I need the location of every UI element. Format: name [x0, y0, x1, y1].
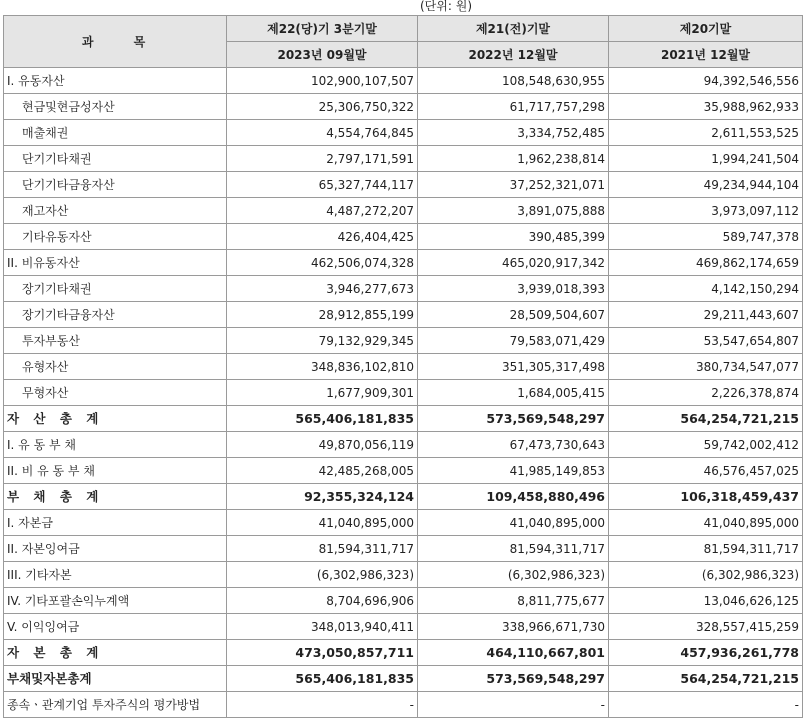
value-cell-period-2: 41,040,895,000 [609, 510, 803, 536]
value-cell-period-0: 42,485,268,005 [227, 458, 418, 484]
row-label: 무형자산 [4, 380, 227, 406]
value-cell-period-1: 79,583,071,429 [418, 328, 609, 354]
value-cell-period-0: 565,406,181,835 [227, 406, 418, 432]
value-cell-period-0: 8,704,696,906 [227, 588, 418, 614]
value-cell-period-0: 2,797,171,591 [227, 146, 418, 172]
value-cell-period-2: 469,862,174,659 [609, 250, 803, 276]
value-cell-period-2: 3,973,097,112 [609, 198, 803, 224]
value-cell-period-2: 2,226,378,874 [609, 380, 803, 406]
value-cell-period-0: 41,040,895,000 [227, 510, 418, 536]
value-cell-period-2: 13,046,626,125 [609, 588, 803, 614]
value-cell-period-2: 1,994,241,504 [609, 146, 803, 172]
value-cell-period-2: 2,611,553,525 [609, 120, 803, 146]
value-cell-period-0: 348,836,102,810 [227, 354, 418, 380]
row-label: I. 자본금 [4, 510, 227, 536]
value-cell-period-2: 457,936,261,778 [609, 640, 803, 666]
period-title-2: 제20기말 [609, 16, 803, 42]
value-cell-period-2: 81,594,311,717 [609, 536, 803, 562]
header-row-periods [4, 16, 803, 42]
value-cell-period-2: 59,742,002,412 [609, 432, 803, 458]
value-cell-period-2: - [609, 692, 803, 718]
value-cell-period-2: 380,734,547,077 [609, 354, 803, 380]
table-row [4, 692, 803, 718]
table-row [4, 614, 803, 640]
table-row [4, 432, 803, 458]
table-header [4, 16, 803, 68]
value-cell-period-1: 67,473,730,643 [418, 432, 609, 458]
value-cell-period-1: 37,252,321,071 [418, 172, 609, 198]
financial-summary-table [3, 15, 803, 718]
row-label: II. 자본잉여금 [4, 536, 227, 562]
value-cell-period-0: 473,050,857,711 [227, 640, 418, 666]
value-cell-period-2: 46,576,457,025 [609, 458, 803, 484]
table-row [4, 68, 803, 94]
row-label: 유형자산 [4, 354, 227, 380]
value-cell-period-0: 4,554,764,845 [227, 120, 418, 146]
value-cell-period-1: 28,509,504,607 [418, 302, 609, 328]
period-title-0: 제22(당)기 3분기말 [227, 16, 418, 42]
table-row [4, 172, 803, 198]
table-row [4, 536, 803, 562]
row-label: II. 비 유 동 부 채 [4, 458, 227, 484]
value-cell-period-0: 348,013,940,411 [227, 614, 418, 640]
row-label: 현금및현금성자산 [4, 94, 227, 120]
table-row [4, 328, 803, 354]
row-label: 기타유동자산 [4, 224, 227, 250]
value-cell-period-0: 49,870,056,119 [227, 432, 418, 458]
value-cell-period-1: 3,334,752,485 [418, 120, 609, 146]
value-cell-period-0: 1,677,909,301 [227, 380, 418, 406]
value-cell-period-2: 564,254,721,215 [609, 406, 803, 432]
subject-header: 과 목 [4, 16, 227, 68]
value-cell-period-1: 390,485,399 [418, 224, 609, 250]
value-cell-period-0: 92,355,324,124 [227, 484, 418, 510]
table-row [4, 354, 803, 380]
table-row [4, 510, 803, 536]
table-row [4, 94, 803, 120]
row-label: 부채및자본총계 [4, 666, 227, 692]
table-row [4, 458, 803, 484]
value-cell-period-0: 81,594,311,717 [227, 536, 418, 562]
table-row [4, 666, 803, 692]
row-label: 단기기타채권 [4, 146, 227, 172]
value-cell-period-2: 328,557,415,259 [609, 614, 803, 640]
value-cell-period-0: (6,302,986,323) [227, 562, 418, 588]
row-label: III. 기타자본 [4, 562, 227, 588]
value-cell-period-2: 589,747,378 [609, 224, 803, 250]
value-cell-period-0: 65,327,744,117 [227, 172, 418, 198]
row-label: 부 채 총 계 [4, 484, 227, 510]
table-row [4, 224, 803, 250]
value-cell-period-1: 61,717,757,298 [418, 94, 609, 120]
value-cell-period-2: 94,392,546,556 [609, 68, 803, 94]
table-row [4, 562, 803, 588]
table-row [4, 276, 803, 302]
row-label: I. 유동자산 [4, 68, 227, 94]
value-cell-period-0: 102,900,107,507 [227, 68, 418, 94]
row-label: 자 본 총 계 [4, 640, 227, 666]
row-label: 종속ㆍ관계기업 투자주식의 평가방법 [4, 692, 227, 718]
value-cell-period-1: 1,684,005,415 [418, 380, 609, 406]
table-body [4, 68, 803, 718]
value-cell-period-1: - [418, 692, 609, 718]
value-cell-period-1: 465,020,917,342 [418, 250, 609, 276]
period-date-2: 2021년 12월말 [609, 42, 803, 68]
value-cell-period-1: 338,966,671,730 [418, 614, 609, 640]
value-cell-period-1: 41,985,149,853 [418, 458, 609, 484]
row-label: 장기기타채권 [4, 276, 227, 302]
value-cell-period-0: 3,946,277,673 [227, 276, 418, 302]
table-row [4, 588, 803, 614]
table-row [4, 484, 803, 510]
table-row [4, 302, 803, 328]
value-cell-period-2: 106,318,459,437 [609, 484, 803, 510]
row-label: V. 이익잉여금 [4, 614, 227, 640]
value-cell-period-1: 351,305,317,498 [418, 354, 609, 380]
value-cell-period-2: 29,211,443,607 [609, 302, 803, 328]
value-cell-period-0: 4,487,272,207 [227, 198, 418, 224]
value-cell-period-1: 109,458,880,496 [418, 484, 609, 510]
period-date-0: 2023년 09월말 [227, 42, 418, 68]
value-cell-period-0: 565,406,181,835 [227, 666, 418, 692]
value-cell-period-2: 564,254,721,215 [609, 666, 803, 692]
value-cell-period-1: 41,040,895,000 [418, 510, 609, 536]
row-label: 장기기타금융자산 [4, 302, 227, 328]
row-label: 재고자산 [4, 198, 227, 224]
value-cell-period-1: (6,302,986,323) [418, 562, 609, 588]
value-cell-period-1: 8,811,775,677 [418, 588, 609, 614]
table-row [4, 640, 803, 666]
table-row [4, 406, 803, 432]
value-cell-period-1: 3,939,018,393 [418, 276, 609, 302]
period-date-1: 2022년 12월말 [418, 42, 609, 68]
row-label: 매출채권 [4, 120, 227, 146]
value-cell-period-0: 28,912,855,199 [227, 302, 418, 328]
value-cell-period-1: 464,110,667,801 [418, 640, 609, 666]
row-label: 자 산 총 계 [4, 406, 227, 432]
value-cell-period-2: 35,988,962,933 [609, 94, 803, 120]
value-cell-period-2: 53,547,654,807 [609, 328, 803, 354]
value-cell-period-0: 25,306,750,322 [227, 94, 418, 120]
value-cell-period-1: 3,891,075,888 [418, 198, 609, 224]
value-cell-period-1: 1,962,238,814 [418, 146, 609, 172]
period-title-1: 제21(전)기말 [418, 16, 609, 42]
value-cell-period-1: 573,569,548,297 [418, 666, 609, 692]
row-label: 투자부동산 [4, 328, 227, 354]
value-cell-period-0: 462,506,074,328 [227, 250, 418, 276]
row-label: I. 유 동 부 채 [4, 432, 227, 458]
table-row [4, 198, 803, 224]
value-cell-period-2: 49,234,944,104 [609, 172, 803, 198]
value-cell-period-0: 426,404,425 [227, 224, 418, 250]
value-cell-period-2: 4,142,150,294 [609, 276, 803, 302]
row-label: IV. 기타포괄손익누계액 [4, 588, 227, 614]
row-label: II. 비유동자산 [4, 250, 227, 276]
value-cell-period-2: (6,302,986,323) [609, 562, 803, 588]
value-cell-period-1: 81,594,311,717 [418, 536, 609, 562]
table-row [4, 250, 803, 276]
value-cell-period-0: 79,132,929,345 [227, 328, 418, 354]
row-label: 단기기타금융자산 [4, 172, 227, 198]
table-row [4, 120, 803, 146]
unit-label: (단위: 원) [420, 0, 472, 13]
table-row [4, 380, 803, 406]
value-cell-period-0: - [227, 692, 418, 718]
value-cell-period-1: 573,569,548,297 [418, 406, 609, 432]
value-cell-period-1: 108,548,630,955 [418, 68, 609, 94]
table-row [4, 146, 803, 172]
